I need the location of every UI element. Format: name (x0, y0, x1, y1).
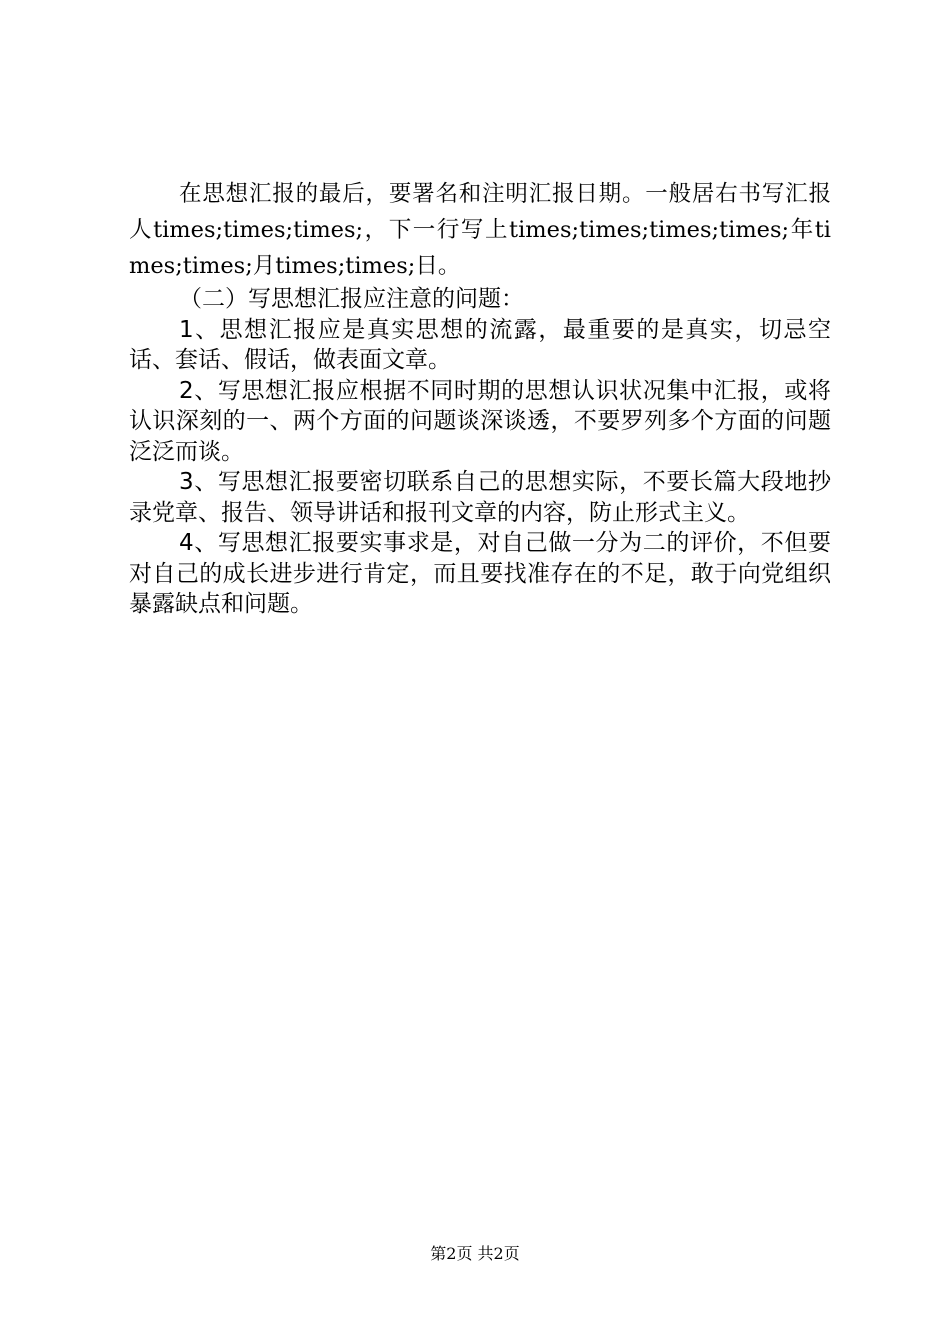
section-heading-notes: （二）写思想汇报应注意的问题： (179, 286, 524, 312)
paragraph-point-1: 1、思想汇报应是真实思想的流露，最重要的是真实，切忌空话、套话、假话，做表面文章。 (129, 316, 831, 373)
document-body (129, 176, 831, 620)
paragraph-point-4: 4、写思想汇报要实事求是，对自己做一分为二的评价，不但要对自己的成长进步进行肯定，而且要找准存在的不足，敢于向党组织暴露缺点和问题。 (129, 530, 831, 617)
page-footer: 第2页 共2页 (430, 1244, 520, 1263)
paragraph-point-2: 2、写思想汇报应根据不同时期的思想认识状况集中汇报，或将认识深刻的一、两个方面的问题谈深谈透，不要罗列多个方面的问题泛泛而谈。 (129, 377, 831, 465)
paragraph-signature-date: 在思想汇报的最后，要署名和注明汇报日期。一般居右书写汇报人times;times;times;，下一行写上times;times;times;times;年times;times;月times;times;日。 (129, 181, 831, 279)
paragraph-point-3: 3、写思想汇报要密切联系自己的思想实际，不要长篇大段地抄录党章、报告、领导讲话和报刊文章的内容，防止形式主义。 (129, 469, 831, 526)
